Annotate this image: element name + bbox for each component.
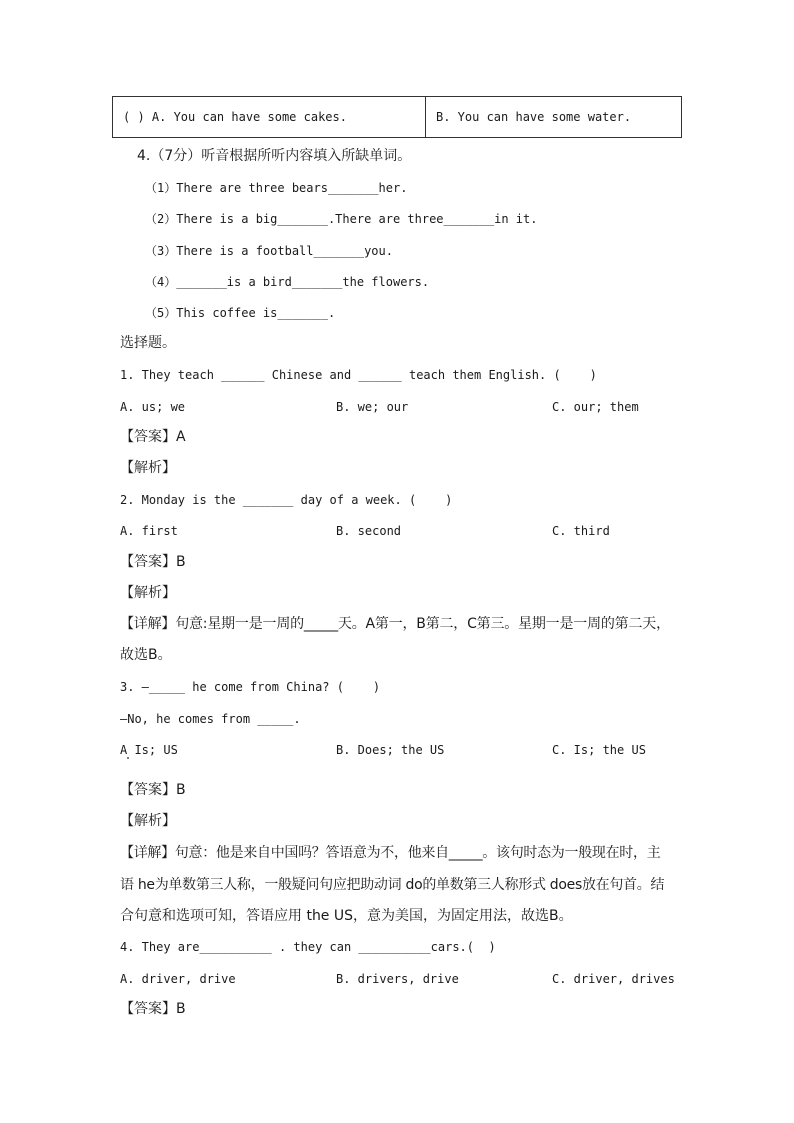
q1-option-a: A. us; we <box>120 400 186 414</box>
section4-heading: 4.（7分）听音根据所听内容填入所缺单词。 <box>137 148 412 164</box>
q4-stem: 4. They are__________ . they can __________cars.( ) <box>120 940 496 954</box>
section4-item-5: （5）This coffee is_______. <box>145 306 336 320</box>
section4-item-4: （4）_______is a bird_______the flowers. <box>145 275 430 289</box>
q3-option-a: A Is; US <box>120 743 178 757</box>
q1-option-c: C. our; them <box>552 400 639 414</box>
q2-option-c: C. third <box>552 524 610 538</box>
q4-option-c: C. driver, drives <box>552 972 675 986</box>
section4-item-3: （3）There is a football_______you. <box>145 244 393 258</box>
option-cell-a: ( ) A. You can have some cakes. <box>113 97 426 138</box>
q3-detail-line-1: 【详解】句意：他是来自中国吗？答语意为不，他来自_____。该句时态为一般现在时，主 <box>120 845 661 861</box>
q2-option-a: A. first <box>120 524 178 538</box>
option-cell-b: B. You can have some water. <box>426 97 682 138</box>
q3-option-b: B. Does; the US <box>336 743 445 757</box>
choice-heading: 选择题。 <box>120 335 176 351</box>
q3-detail-line-3: 合句意和选项可知，答语应用 the US，意为美国，为固定用法，故选B。 <box>120 908 573 924</box>
q2-answer: 【答案】B <box>120 554 186 570</box>
q1-analysis: 【解析】 <box>120 460 176 476</box>
q4-option-a: A. driver, drive <box>120 972 236 986</box>
q4-answer: 【答案】B <box>120 1001 186 1017</box>
q2-detail-line-2: 故选B。 <box>120 647 172 663</box>
q1-answer: 【答案】A <box>120 429 186 445</box>
q2-detail-line-1: 【详解】句意:星期一是一周的_____天。A第一，B第二，C第三。星期一是一周的第二天， <box>120 616 670 632</box>
q3-detail-line-2: 语 he为单数第三人称，一般疑问句应把助动词 do的单数第三人称形式 does放在句首。结 <box>120 877 665 893</box>
q2-option-b: B. second <box>336 524 402 538</box>
q1-stem: 1. They teach ______ Chinese and ______ teach them English. ( ) <box>120 368 597 382</box>
q4-option-b: B. drivers, drive <box>336 972 459 986</box>
section4-item-1: （1）There are three bears_______her. <box>145 181 408 195</box>
q3-stem-line-1: 3. —_____ he come from China? ( ) <box>120 680 381 694</box>
q3-answer: 【答案】B <box>120 782 186 798</box>
q3-stem-line-2: —No, he comes from _____. <box>120 712 301 726</box>
options-table <box>112 96 682 138</box>
q2-stem: 2. Monday is the _______ day of a week. ( ) <box>120 493 453 507</box>
q3-analysis: 【解析】 <box>120 813 176 829</box>
stray-dot-mark <box>127 757 129 759</box>
section4-item-2: （2）There is a big_______.There are three_______in it. <box>145 212 538 226</box>
q1-option-b: B. we; our <box>336 400 409 414</box>
q3-option-c: C. Is; the US <box>552 743 646 757</box>
q2-analysis: 【解析】 <box>120 585 176 601</box>
